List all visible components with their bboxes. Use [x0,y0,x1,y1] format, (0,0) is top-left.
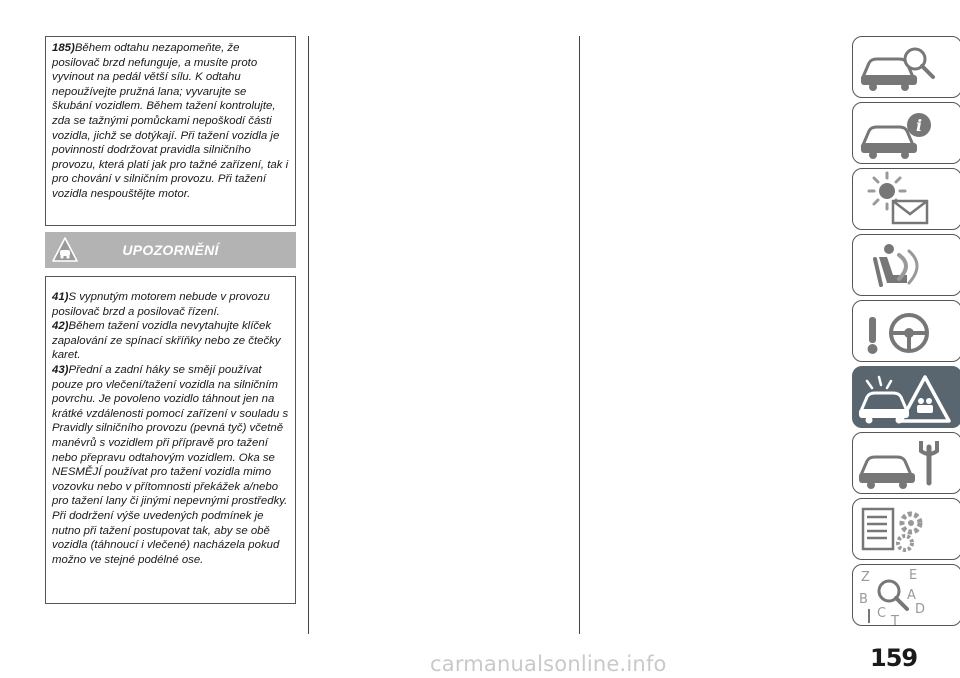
note-paragraph [52,41,289,202]
column-divider-right [579,36,580,634]
warning-item-text: S vypnutým motorem nebude v provozu posilovač brzd a posilovač řízení. [52,291,270,318]
warning-item [52,363,289,567]
specifications-gears-icon [853,499,953,560]
car-emergency-icon [853,367,953,428]
alphabetical-index-icon [853,565,953,626]
svg-text:i: i [915,116,923,135]
tab-emergency[interactable] [852,366,960,428]
seat-airbag-icon [853,235,953,296]
index-letter: C [877,606,887,621]
warning-box [45,276,296,604]
warning-item-text: Přední a zadní háky se smějí používat pouze pro vlečení/tažení vozidla na silničním povrchu. Je povoleno vozidlo táhnout jen na krátké vzdálenosti pomocí zařízení v souladu s Pravidly silničního provozu (pevná tyč) včetně manévrů s vozidlem při přípravě pro tažení nebo přepravu odtahovým vozidlem. Oka se NESMĚJÍ používat pro tažení vozidla mimo vozovku nebo v přítomnosti překážek a/nebo pro tažení lany či jinými nepevnými prostředky. Při dodržení výše uvedených podmínek je nutno při tažení postupovat tak, aby se obě vozidla (táhnoucí i vlečené) nacházela pokud možno ve stejné podélné ose. [52,363,289,566]
tab-car-info[interactable] [852,102,960,164]
tab-car-maintenance[interactable] [852,432,960,494]
car-wrench-icon [853,433,953,494]
key-steering-wheel-icon [853,301,953,362]
column-divider-left [308,36,309,634]
warning-title: UPOZORNĚNÍ [122,242,219,258]
tab-warning-lights[interactable] [852,168,960,230]
warning-item-ref: 43) [52,363,69,376]
note-text: Během odtahu nezapomeňte, že posilovač brzd nefunguje, a musíte proto vyvinout na pedál větší sílu. K odtahu nepoužívejte pružná lana; vyvarujte se škubání vozidlem. Během tažení kontrolujte, zda se tažnými pomůckami nepoškodí části vozidla, jichž se dotýkají. Při tažení vozidla je povinností dodržovat pravidla silničního provozu, která platí jak pro tažné zařízení, tak i pro chování v silničním provozu. Při tažení vozidla nespouštějte motor. [52,42,289,200]
tab-seat-airbag[interactable] [852,234,960,296]
warning-item [52,319,289,363]
warning-item-ref: 41) [52,291,69,303]
warning-lights-message-icon [853,169,953,230]
index-letter: B [859,592,868,607]
tab-specifications[interactable] [852,498,960,560]
tab-alphabetical-index[interactable] [852,564,960,626]
tab-car-search[interactable] [852,36,960,98]
index-letter: A [907,588,916,603]
warning-item-ref: 42) [52,320,69,333]
page-number: 159 [870,644,918,672]
car-search-icon [853,37,953,98]
warning-item [52,290,289,319]
tab-key-steering[interactable] [852,300,960,362]
index-letter: Z [861,570,870,585]
note-ref: 185) [52,42,75,54]
index-letter: T [891,614,899,627]
warning-item-text: Během tažení vozidla nevytahujte klíček zapalování ze spínací skříňky nebo ze čtečky karet. [52,320,281,362]
index-letter: D [915,602,926,617]
watermark-text: carmanualsonline.info [430,652,667,676]
note-box [45,36,296,226]
warning-header [45,232,296,268]
index-letter: E [909,568,918,583]
car-info-icon [853,103,953,164]
